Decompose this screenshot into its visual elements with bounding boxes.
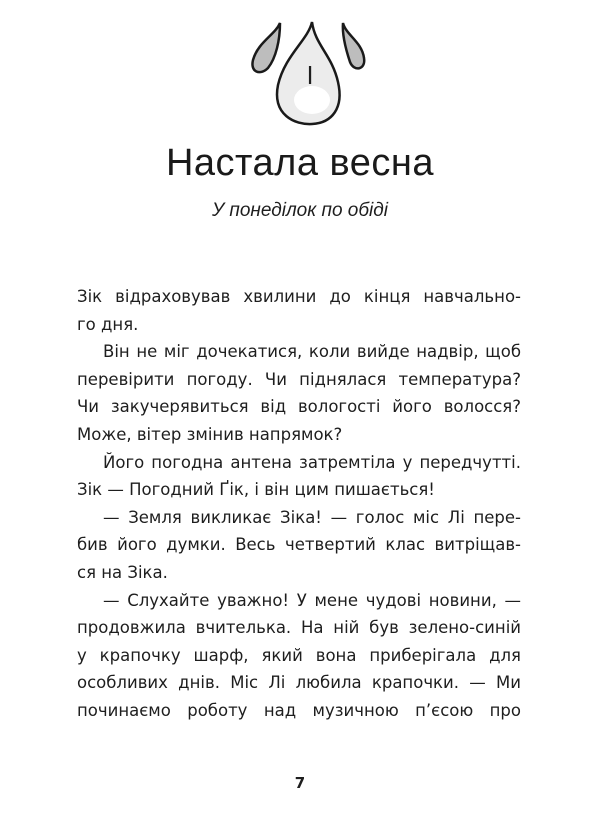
chapter-number: I <box>307 60 313 90</box>
text-line: Зік відраховував хвилини до кінця навчально- <box>77 287 521 306</box>
text-line: — Земля викликає Зіка! — голос міс Лі пере- <box>103 507 521 527</box>
text-line: Зік — Погодний Ґік, і він цим пишається! <box>77 480 435 500</box>
text-line: Може, вітер змінив напрямок? <box>77 424 343 444</box>
text-line: бив його думки. Весь четвертий клас витріщав- <box>77 535 521 555</box>
text-line: продовжила вчителька. На ній був зелено-синій <box>77 618 521 638</box>
text-line: го дня. <box>77 314 139 334</box>
chapter-text <box>77 283 521 725</box>
text-line: ся на Зіка. <box>77 562 168 582</box>
chapter-emblem-raindrops <box>240 20 380 135</box>
text-line: починаємо роботу над музичною п’єсою про <box>77 700 521 720</box>
page-number: 7 <box>294 774 306 792</box>
text-line: — Слухайте уважно! У мене чудові новини, — <box>103 590 521 610</box>
text-line: у крапочку шарф, який вона приберігала для <box>77 645 521 665</box>
text-line: Чи закучерявиться від вологості його волосся? <box>77 397 521 417</box>
chapter-title: Настала весна <box>165 142 435 184</box>
text-line: перевірити погоду. Чи піднялася температура? <box>77 369 521 389</box>
text-line: Його погодна антена затремтіла у передчутті. <box>103 452 521 472</box>
text-line: Він не міг дочекатися, коли вийде надвір, щоб <box>103 342 521 362</box>
text-line: особливих днів. Міс Лі любила крапочки. — Ми <box>77 673 521 693</box>
chapter-subtitle: У понеділок по обіді <box>211 200 388 221</box>
